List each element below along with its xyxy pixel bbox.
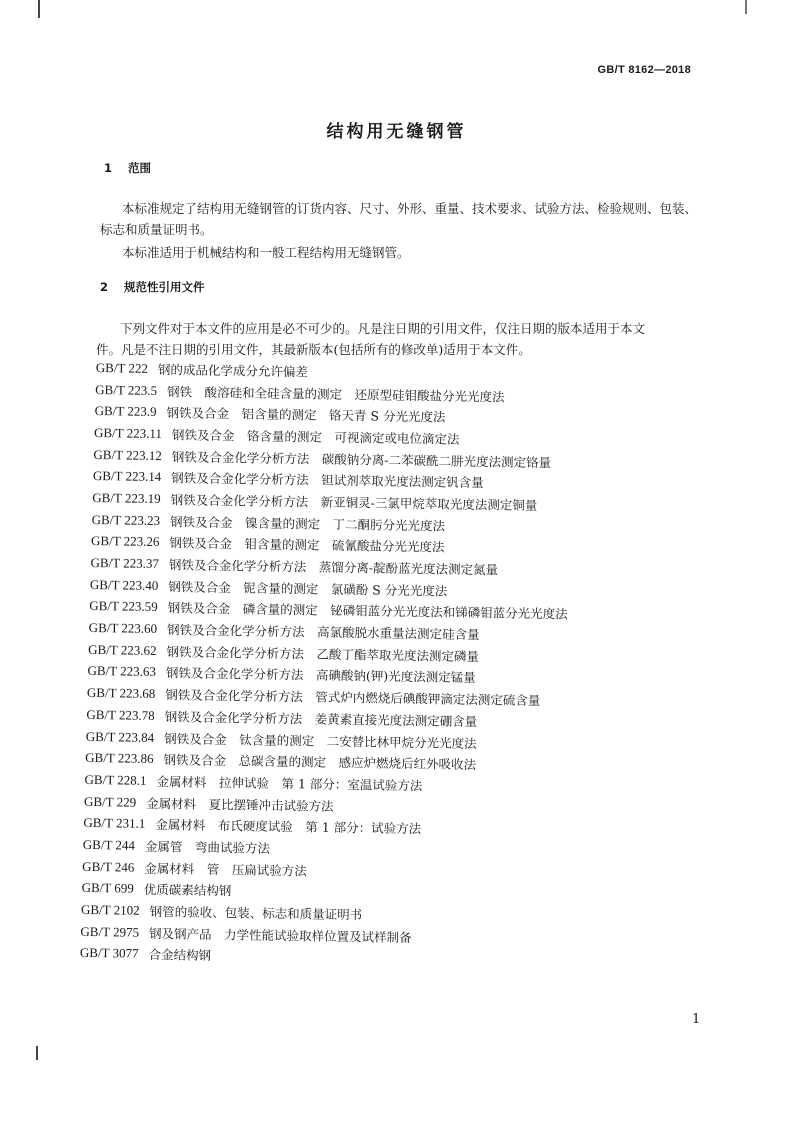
section-heading-normative-references <box>100 279 205 295</box>
reference-code: GB/T 223.40 <box>89 576 159 593</box>
reference-title: 金属材料 拉伸试验 第 1 部分：室温试验方法 <box>156 773 423 794</box>
reference-title: 钢铁及合金化学分析方法 高碘酸钠(钾)光度法测定锰量 <box>165 665 476 686</box>
reference-title: 钢及钢产品 力学性能试验取样位置及试样制备 <box>148 925 412 945</box>
reference-title: 钢铁及合金 钼含量的测定 硫氰酸盐分光光度法 <box>169 535 445 555</box>
references-intro-line2: 件。凡是不注日期的引用文件，其最新版本(包括所有的修改单)适用于本文件。 <box>96 342 531 357</box>
reference-title: 钢铁及合金化学分析方法 钽试剂萃取光度法测定钒含量 <box>171 470 484 491</box>
reference-code: GB/T 244 <box>82 836 136 853</box>
reference-code: GB/T 223.62 <box>88 641 157 658</box>
reference-title: 合金结构钢 <box>148 947 212 964</box>
reference-code: GB/T 223.86 <box>85 750 154 767</box>
scan-edge-mark <box>38 0 40 18</box>
scope-paragraph-line1: 本标准规定了结构用无缝钢管的订货内容、尺寸、外形、重量、技术要求、试验方法、检验规则、包装、 <box>122 201 698 216</box>
references-intro-line1: 下列文件对于本文件的应用是必不可少的。凡是注日期的引用文件，仅注日期的版本适用于本文 <box>120 321 646 336</box>
reference-title: 钢铁及合金化学分析方法 新亚铜灵-三氯甲烷萃取光度法测定铜量 <box>170 492 538 513</box>
reference-code: GB/T 223.9 <box>94 403 157 420</box>
reference-code: GB/T 223.60 <box>88 620 158 637</box>
reference-code: GB/T 223.12 <box>93 446 162 463</box>
reference-title: 钢铁及合金 铌含量的测定 氯磺酚 S 分光光度法 <box>168 578 448 599</box>
reference-code: GB/T 223.63 <box>87 663 157 680</box>
reference-code: GB/T 699 <box>81 880 134 897</box>
reference-title: 钢铁及合金 总碳含量的测定 感应炉燃烧后红外吸收法 <box>163 752 477 773</box>
scan-edge-mark <box>745 0 747 14</box>
reference-title: 钢铁及合金 铝含量的测定 铬天青 S 分光光度法 <box>166 405 446 425</box>
reference-code: GB/T 223.59 <box>89 598 158 615</box>
reference-title: 钢铁及合金 磷含量的测定 铋磷钼蓝分光光度法和锑磷钼蓝分光光度法 <box>167 600 568 622</box>
section-title: 规范性引用文件 <box>124 280 205 294</box>
reference-title: 钢管的验收、包装、标志和质量证明书 <box>149 903 363 923</box>
reference-code: GB/T 223.37 <box>90 554 160 572</box>
page-number: 1 <box>692 1012 701 1027</box>
reference-code: GB/T 223.78 <box>86 706 155 723</box>
reference-code: GB/T 223.68 <box>86 685 156 702</box>
reference-title: 金属材料 管 压扁试验方法 <box>144 860 307 879</box>
reference-title: 钢铁及合金 铬含量的测定 可视滴定或电位滴定法 <box>171 427 460 447</box>
scan-edge-mark <box>36 1046 38 1060</box>
reference-code: GB/T 246 <box>82 858 135 875</box>
standard-number: GB/T 8162—2018 <box>597 64 691 76</box>
reference-code: GB/T 2102 <box>80 901 140 918</box>
section-number: 1 <box>104 161 113 175</box>
reference-code: GB/T 228.1 <box>84 771 147 788</box>
section-number: 2 <box>100 280 109 294</box>
document-title: 结构用无缝钢管 <box>326 122 467 142</box>
reference-code: GB/T 223.19 <box>92 489 161 507</box>
reference-code: GB/T 222 <box>95 359 149 376</box>
reference-title: 钢铁 酸溶硅和全硅含量的测定 还原型硅钼酸盐分光光度法 <box>166 383 505 404</box>
reference-title: 优质碳素结构钢 <box>143 882 232 899</box>
section-title: 范围 <box>128 161 152 175</box>
reference-code: GB/T 231.1 <box>83 815 146 832</box>
reference-title: 钢铁及合金化学分析方法 姜黄素直接光度法测定硼含量 <box>164 708 478 729</box>
reference-title: 钢铁及合金化学分析方法 管式炉内燃烧后碘酸钾滴定法测定硫含量 <box>165 687 541 709</box>
reference-title: 金属管 弯曲试验方法 <box>144 838 271 856</box>
reference-title: 钢铁及合金化学分析方法 乙酸丁酯萃取光度法测定磷量 <box>166 643 480 664</box>
reference-title: 钢铁及合金 钛含量的测定 二安替比林甲烷分光光度法 <box>164 730 477 751</box>
reference-code: GB/T 3077 <box>79 945 139 962</box>
reference-code: GB/T 223.84 <box>85 728 155 745</box>
reference-title: 钢铁及合金化学分析方法 碳酸钠分离-二苯碳酰二肼光度法测定铬量 <box>171 448 552 470</box>
reference-title: 金属材料 夏比摆锤冲击试验方法 <box>146 795 334 814</box>
reference-code: GB/T 223.26 <box>90 533 160 550</box>
reference-code: GB/T 2975 <box>80 923 140 940</box>
reference-title: 金属材料 布氏硬度试验 第 1 部分：试验方法 <box>155 817 422 837</box>
reference-title: 钢的成品化学成分允许偏差 <box>157 361 309 380</box>
section-heading-scope <box>104 160 151 176</box>
scope-paragraph-line2: 标志和质量证明书。 <box>100 222 213 237</box>
reference-code: GB/T 223.11 <box>93 424 163 441</box>
reference-code: GB/T 223.14 <box>92 468 162 485</box>
reference-code: GB/T 223.5 <box>95 381 158 398</box>
reference-code: GB/T 223.23 <box>91 511 161 528</box>
reference-title: 钢铁及合金 镍含量的测定 丁二酮肟分光光度法 <box>169 513 446 534</box>
scope-paragraph-2: 本标准适用于机械结构和一般工程结构用无缝钢管。 <box>122 245 410 260</box>
reference-title: 钢铁及合金化学分析方法 高氯酸脱水重量法测定硅含量 <box>166 622 480 643</box>
reference-code: GB/T 229 <box>83 793 137 810</box>
reference-title: 钢铁及合金化学分析方法 蒸馏分离-靛酚蓝光度法测定氮量 <box>168 557 499 578</box>
reference-list <box>79 357 695 974</box>
